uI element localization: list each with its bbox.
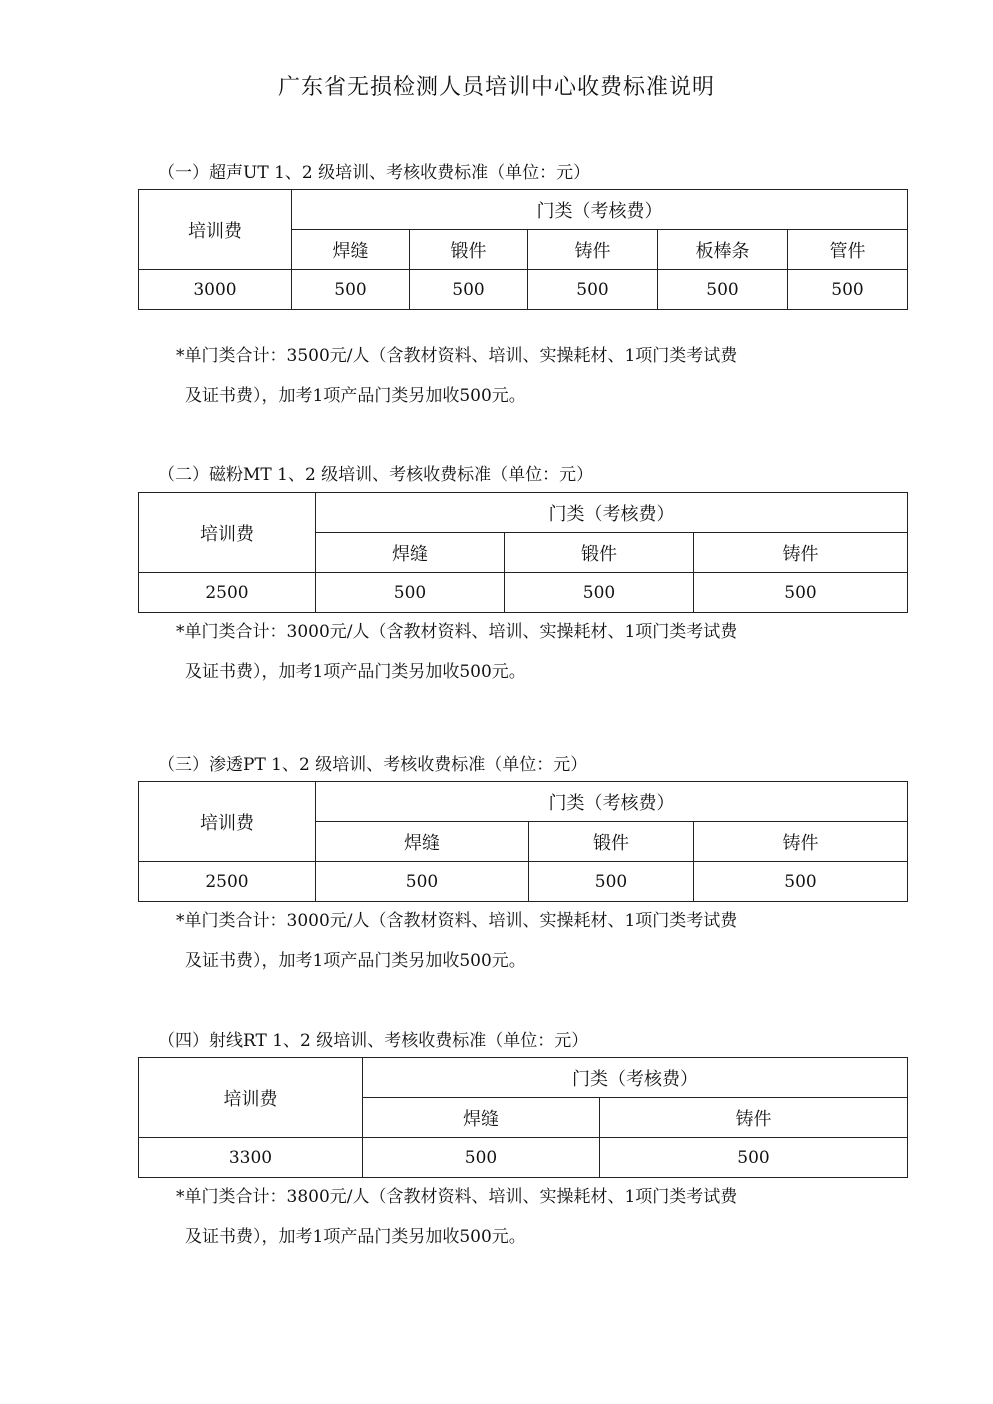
- training-fee-value: 2500: [139, 862, 316, 902]
- note-line-2: 及证书费），加考1项产品门类另加收500元。: [185, 1227, 526, 1247]
- category-cell: 管件: [788, 230, 908, 270]
- fee-row: [139, 270, 908, 310]
- training-fee-header: 培训费: [139, 190, 292, 270]
- category-header: 门类（考核费）: [292, 190, 908, 230]
- fee-cell: 500: [788, 270, 908, 310]
- category-cell: 焊缝: [292, 230, 410, 270]
- note-star: *: [176, 911, 185, 931]
- note-pt: [176, 901, 738, 981]
- training-fee-value: 3000: [139, 270, 292, 310]
- section-heading-ut: （一）超声UT 1、2 级培训、考核收费标准（单位：元）: [158, 163, 591, 183]
- fee-row: [139, 1138, 908, 1178]
- section-heading-pt: （三）渗透PT 1、2 级培训、考核收费标准（单位：元）: [158, 755, 588, 775]
- page-title: 广东省无损检测人员培训中心收费标准说明: [277, 75, 715, 100]
- note-line-1: [176, 336, 738, 376]
- category-cell: 锻件: [505, 533, 694, 573]
- fee-cell: 500: [528, 270, 658, 310]
- fee-cell: 500: [316, 573, 505, 613]
- category-cell: 板棒条: [658, 230, 788, 270]
- category-cell: 焊缝: [363, 1098, 600, 1138]
- note-text: 单门类合计：3000元/人（含教材资料、培训、实操耗材、1项门类考试费: [184, 622, 738, 642]
- fee-row: [139, 862, 908, 902]
- training-fee-value: 2500: [139, 573, 316, 613]
- fee-cell: 500: [410, 270, 528, 310]
- fee-cell: 500: [363, 1138, 600, 1178]
- note-text: 单门类合计：3000元/人（含教材资料、培训、实操耗材、1项门类考试费: [184, 911, 738, 931]
- training-fee-header: 培训费: [139, 1058, 363, 1138]
- category-cell: 铸件: [694, 822, 908, 862]
- note-line-1: [176, 901, 738, 941]
- note-star: *: [176, 1187, 185, 1207]
- fee-cell: 500: [505, 573, 694, 613]
- table-header-row: [139, 782, 908, 822]
- fee-table-ut: [138, 189, 908, 310]
- note-ut: [176, 336, 738, 416]
- note-rt: [176, 1177, 738, 1257]
- fee-table-pt: [138, 781, 908, 902]
- training-fee-header: 培训费: [139, 782, 316, 862]
- category-cell: 锻件: [410, 230, 528, 270]
- category-cell: 锻件: [529, 822, 694, 862]
- table-header-row: [139, 493, 908, 533]
- fee-cell: 500: [292, 270, 410, 310]
- category-cell: 焊缝: [316, 822, 529, 862]
- note-star: *: [176, 622, 185, 642]
- note-text: 单门类合计：3800元/人（含教材资料、培训、实操耗材、1项门类考试费: [184, 1187, 738, 1207]
- fee-cell: 500: [600, 1138, 908, 1178]
- fee-cell: 500: [694, 862, 908, 902]
- category-cell: 铸件: [694, 533, 908, 573]
- category-cell: 铸件: [600, 1098, 908, 1138]
- section-heading-mt: （二）磁粉MT 1、2 级培训、考核收费标准（单位：元）: [158, 465, 594, 485]
- table-header-row: [139, 190, 908, 230]
- fee-cell: 500: [694, 573, 908, 613]
- note-mt: [176, 612, 738, 692]
- fee-table-mt: [138, 492, 908, 613]
- training-fee-header: 培训费: [139, 493, 316, 573]
- category-cell: 焊缝: [316, 533, 505, 573]
- note-line-2: 及证书费），加考1项产品门类另加收500元。: [185, 386, 526, 406]
- note-line-2: 及证书费），加考1项产品门类另加收500元。: [185, 662, 526, 682]
- category-header: 门类（考核费）: [363, 1058, 908, 1098]
- category-header: 门类（考核费）: [316, 493, 908, 533]
- fee-cell: 500: [658, 270, 788, 310]
- category-cell: 铸件: [528, 230, 658, 270]
- table-header-row: [139, 1058, 908, 1098]
- fee-cell: 500: [316, 862, 529, 902]
- category-header: 门类（考核费）: [316, 782, 908, 822]
- fee-cell: 500: [529, 862, 694, 902]
- note-text: 单门类合计：3500元/人（含教材资料、培训、实操耗材、1项门类考试费: [184, 346, 738, 366]
- note-line-2: 及证书费），加考1项产品门类另加收500元。: [185, 951, 526, 971]
- section-heading-rt: （四）射线RT 1、2 级培训、考核收费标准（单位：元）: [158, 1031, 589, 1051]
- fee-row: [139, 573, 908, 613]
- note-line-1: [176, 1177, 738, 1217]
- note-star: *: [176, 346, 185, 366]
- fee-table-rt: [138, 1057, 908, 1178]
- note-line-1: [176, 612, 738, 652]
- training-fee-value: 3300: [139, 1138, 363, 1178]
